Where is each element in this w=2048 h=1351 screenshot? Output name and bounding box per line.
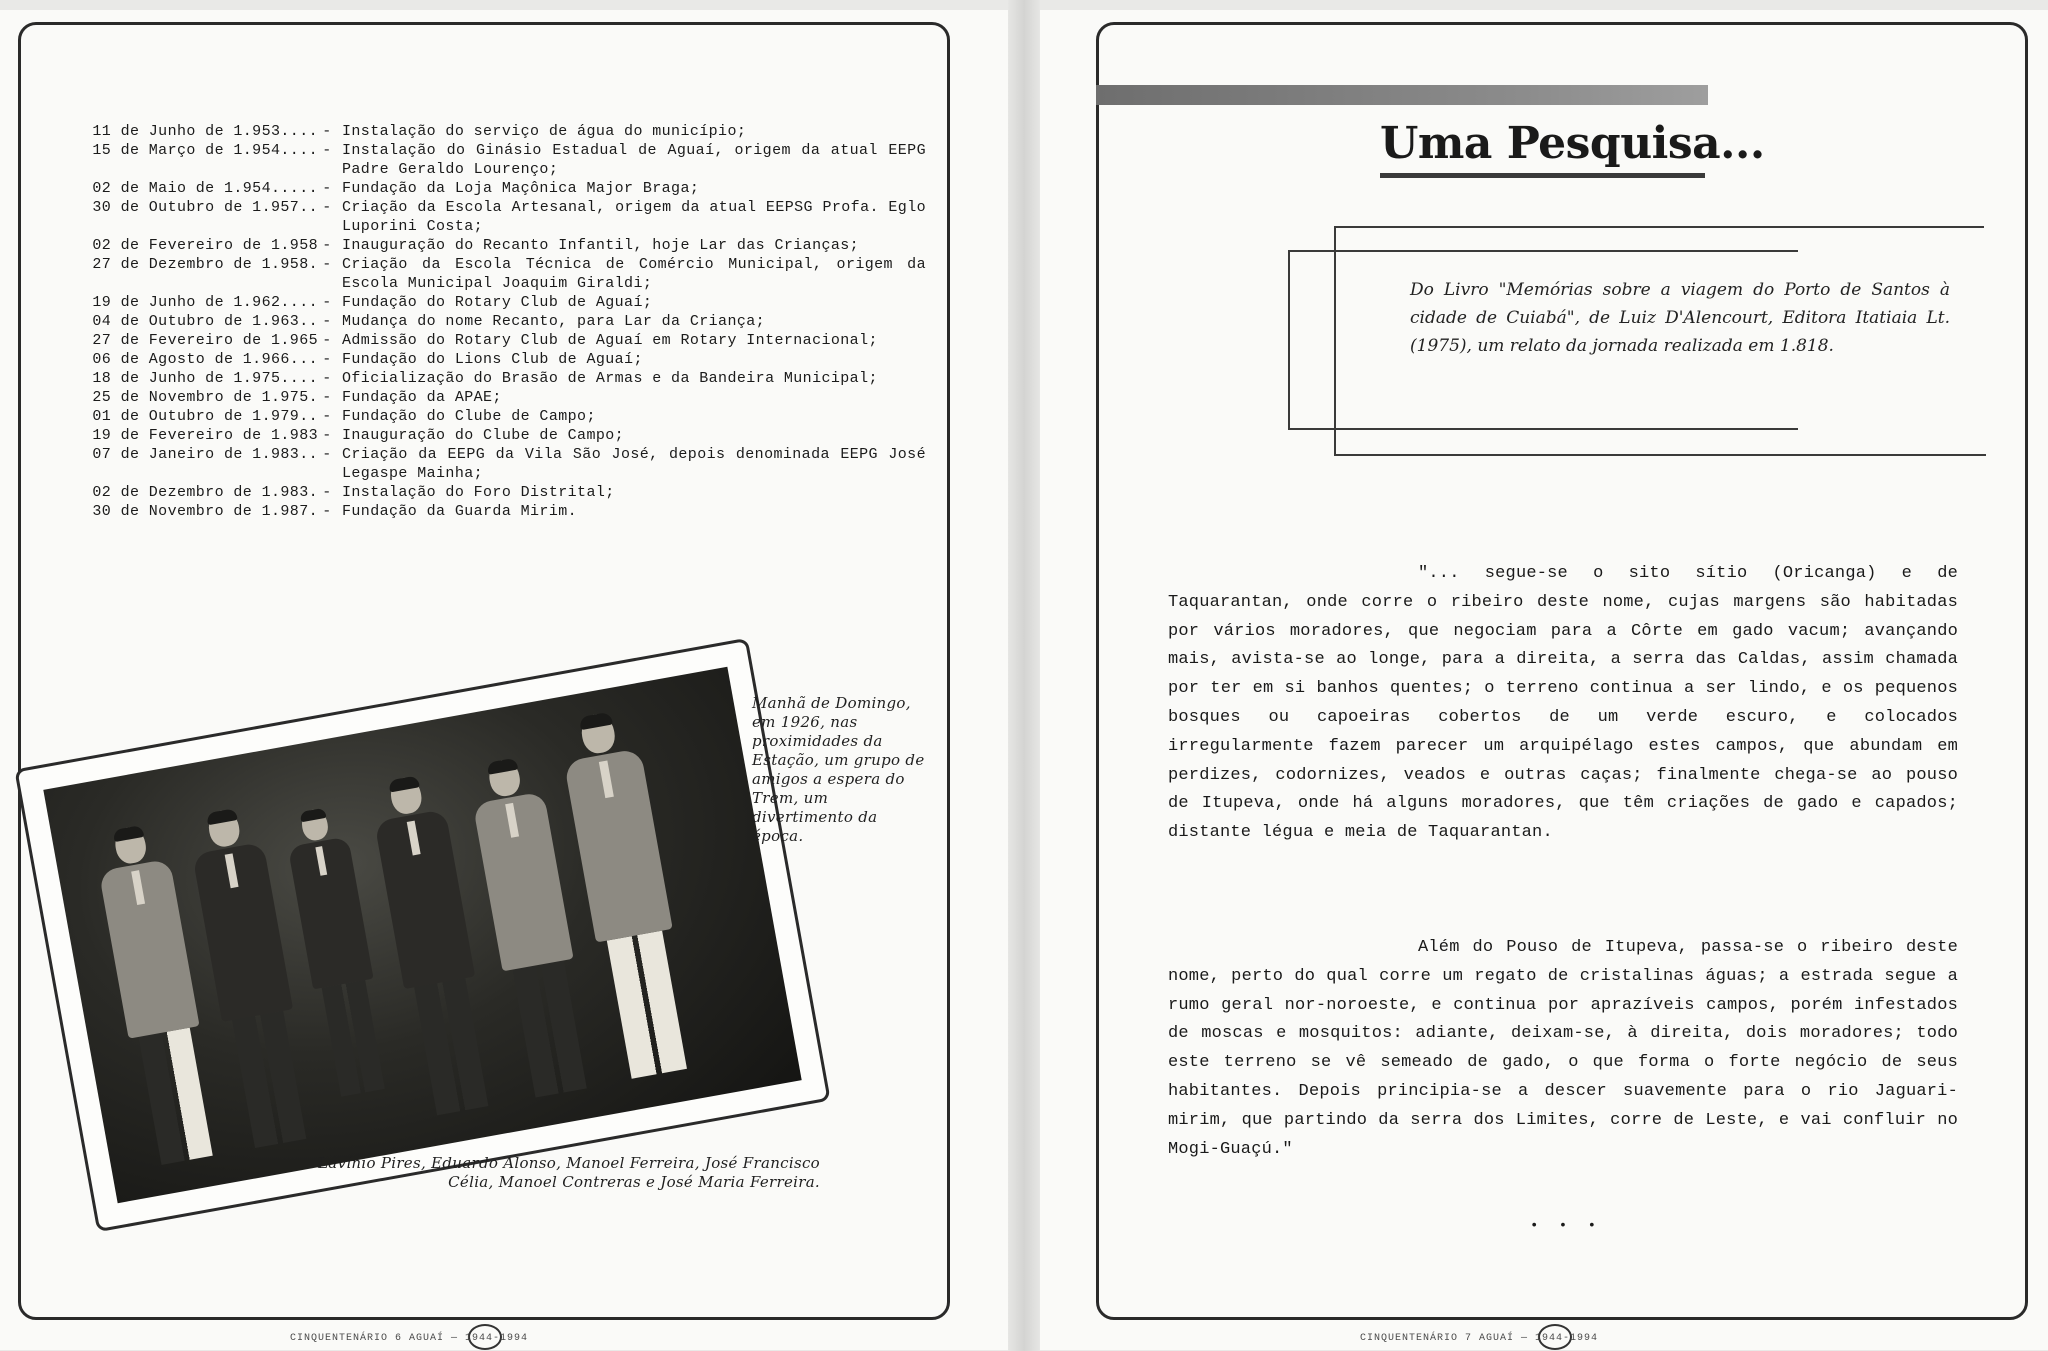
chronology-date: 01 de Outubro de 1.979.. (92, 408, 318, 425)
chronology-dash: - (322, 123, 332, 140)
chronology-row (56, 331, 926, 350)
chronology-event: Fundação do Clube de Campo; (342, 408, 596, 425)
chronology-event: Fundação da Loja Maçônica Major Braga; (342, 180, 700, 197)
chronology-row (56, 369, 926, 388)
chronology-event: Instalação do Ginásio Estadual de Aguaí, origem da atual EEPG Padre Geraldo Lourenço; (342, 142, 926, 178)
chronology-date: 15 de Março de 1.954.... (92, 142, 318, 159)
chronology-row (56, 236, 926, 255)
chronology-dash: - (322, 180, 332, 197)
chronology-dash: - (322, 256, 332, 273)
chronology-event: Oficialização do Brasão de Armas e da Bandeira Municipal; (342, 370, 878, 387)
chronology-list (56, 122, 926, 521)
chronology-date: 07 de Janeiro de 1.983.. (92, 446, 318, 463)
chronology-row (56, 141, 926, 179)
chronology-event: Instalação do serviço de água do município; (342, 123, 747, 140)
chronology-row (56, 312, 926, 331)
book-gutter (1008, 0, 1040, 1351)
chronology-date: 04 de Outubro de 1.963.. (92, 313, 318, 330)
chronology-date: 02 de Fevereiro de 1.958 (92, 237, 318, 254)
source-note: Do Livro "Memórias sobre a viagem do Porto de Santos à cidade de Cuiabá", de Luiz D'Alencourt, Editora Itatiaia Lt. (1975), um relato da jornada realizada em 1.818. (1410, 280, 1950, 356)
chronology-dash: - (322, 446, 332, 463)
chronology-dash: - (322, 313, 332, 330)
chronology-row (56, 483, 926, 502)
chronology-row (56, 445, 926, 483)
chronology-dash: - (322, 351, 332, 368)
chronology-date: 11 de Junho de 1.953.... (92, 123, 318, 140)
photo-side-caption: Manhã de Domingo, em 1926, nas proximidades da Estação, um grupo de amigos a espera do Trem, um divertimento da época. (752, 694, 925, 845)
chronology-date: 25 de Novembro de 1.975. (92, 389, 318, 406)
left-page (0, 10, 1008, 1350)
chronology-event: Instalação do Foro Distrital; (342, 484, 615, 501)
chronology-event: Criação da Escola Técnica de Comércio Municipal, origem da Escola Municipal Joaquim Giraldi; (342, 256, 926, 292)
chronology-row (56, 350, 926, 369)
chronology-event: Admissão do Rotary Club de Aguaí em Rotary Internacional; (342, 332, 878, 349)
chronology-date: 27 de Dezembro de 1.958. (92, 256, 318, 273)
chronology-dash: - (322, 142, 332, 159)
photo-names-caption: Lavínio Pires, Eduardo Alonso, Manoel Ferreira, José Francisco Célia, Manoel Contreras e José Maria Ferreira. (318, 1154, 820, 1191)
chronology-dash: - (322, 484, 332, 501)
chronology-date: 19 de Fevereiro de 1.983 (92, 427, 318, 444)
chronology-event: Inauguração do Clube de Campo; (342, 427, 625, 444)
chronology-event: Mudança do nome Recanto, para Lar da Criança; (342, 313, 766, 330)
chronology-dash: - (322, 237, 332, 254)
chronology-date: 02 de Maio de 1.954..... (92, 180, 318, 197)
chronology-event: Criação da EEPG da Vila São José, depois denominada EEPG José Legaspe Mainha; (342, 446, 926, 482)
chronology-dash: - (322, 503, 332, 520)
chronology-row (56, 255, 926, 293)
page-footer: CINQUENTENÁRIO 7 AGUAÍ — 1944-1994 (1360, 1333, 1599, 1344)
quote-paragraph-2: Além do Pouso de Itupeva, passa-se o ribeiro deste nome, perto do qual corre um regato de cristalinas águas; a estrada segue a rumo geral nor-noroeste, e continua por aprazíveis campos, porém infestados de moscas e mosquitos: adiante, deixam-se, à direita, dois moradores; todo este terreno se vê semeado de gado, o que forma o forte negócio de seus habitantes. Depois principia-se a descer suavemente para o rio Jaguari-mirim, que partindo da serra dos Limites, corre de Leste, e vai confluir no Mogi-Guaçú." (1168, 938, 1958, 1159)
chronology-dash: - (322, 408, 332, 425)
chronology-date: 02 de Dezembro de 1.983. (92, 484, 318, 501)
chronology-event: Criação da Escola Artesanal, origem da atual EEPSG Profa. Eglo Luporini Costa; (342, 199, 926, 235)
title-decor-bar (1096, 85, 1708, 105)
right-page (1040, 10, 2048, 1350)
chronology-event: Fundação do Rotary Club de Aguaí; (342, 294, 653, 311)
chronology-date: 30 de Outubro de 1.957.. (92, 199, 318, 216)
chronology-date: 18 de Junho de 1.975.... (92, 370, 318, 387)
chronology-dash: - (322, 389, 332, 406)
chronology-dash: - (322, 294, 332, 311)
quote-paragraph-1: "... segue-se o sito sítio (Oricanga) e de Taquarantan, onde corre o ribeiro deste nome, cujas margens são habitadas por vários moradores, que negociam para a Côrte em gado vacum; avançando mais, avista-se ao longe, para a direita, a serra das Caldas, assim chamada por ter em si banhos quentes; o terreno continua a ser lindo, e os pequenos bosques ou capoeiras cobertos de um verde escuro, e colocados irregularmente fazem parecer um arquipélago estes campos, que abundam em perdizes, codornizes, veados e outras caças; finalmente chega-se ao pouso de Itupeva, onde há alguns moradores, que têm criações de gado e capados; distante légua e meia de Taquarantan. (1168, 564, 1958, 843)
chronology-date: 06 de Agosto de 1.966... (92, 351, 318, 368)
chronology-row (56, 198, 926, 236)
chronology-row (56, 407, 926, 426)
chronology-date: 19 de Junho de 1.962.... (92, 294, 318, 311)
closing-ornament: • • • (1530, 1218, 1603, 1234)
chronology-dash: - (322, 427, 332, 444)
chronology-row (56, 293, 926, 312)
chronology-dash: - (322, 199, 332, 216)
title-underline (1380, 173, 1705, 178)
page-title: Uma Pesquisa... (1380, 118, 1765, 169)
chronology-dash: - (322, 332, 332, 349)
chronology-row (56, 502, 926, 521)
page-footer: CINQUENTENÁRIO 6 AGUAÍ — 1944-1994 (290, 1333, 529, 1344)
chronology-row (56, 179, 926, 198)
chronology-event: Fundação do Lions Club de Aguaí; (342, 351, 643, 368)
chronology-dash: - (322, 370, 332, 387)
chronology-row (56, 388, 926, 407)
photo-image (43, 667, 801, 1203)
chronology-event: Fundação da APAE; (342, 389, 502, 406)
chronology-row (56, 122, 926, 141)
chronology-row (56, 426, 926, 445)
chronology-date: 27 de Fevereiro de 1.965 (92, 332, 318, 349)
chronology-date: 30 de Novembro de 1.987. (92, 503, 318, 520)
chronology-event: Inauguração do Recanto Infantil, hoje Lar das Crianças; (342, 237, 860, 254)
chronology-event: Fundação da Guarda Mirim. (342, 503, 578, 520)
